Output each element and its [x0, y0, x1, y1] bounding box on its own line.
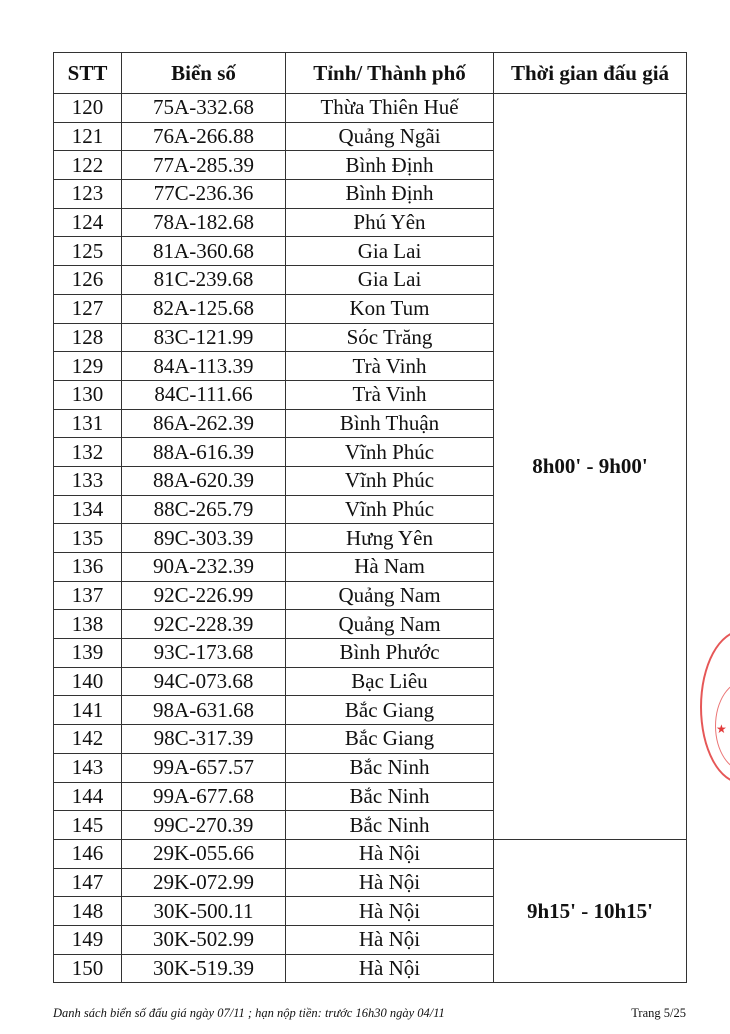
plate-cell: 89C-303.39: [122, 524, 286, 553]
province-cell: Vĩnh Phúc: [286, 438, 494, 467]
province-cell: Hưng Yên: [286, 524, 494, 553]
plate-cell: 82A-125.68: [122, 294, 286, 323]
stt-cell: 121: [54, 122, 122, 151]
plate-cell: 29K-072.99: [122, 868, 286, 897]
province-cell: Bắc Giang: [286, 696, 494, 725]
plate-cell: 83C-121.99: [122, 323, 286, 352]
stt-cell: 130: [54, 380, 122, 409]
stt-cell: 136: [54, 553, 122, 582]
stt-cell: 133: [54, 466, 122, 495]
stt-cell: 128: [54, 323, 122, 352]
plate-cell: 29K-055.66: [122, 839, 286, 868]
plate-cell: 77A-285.39: [122, 151, 286, 180]
stt-cell: 132: [54, 438, 122, 467]
province-cell: Bình Định: [286, 151, 494, 180]
province-cell: Bắc Ninh: [286, 811, 494, 840]
footer-note: Danh sách biển số đấu giá ngày 07/11 ; hạn nộp tiền: trước 16h30 ngày 04/11: [53, 1006, 445, 1020]
plate-cell: 88C-265.79: [122, 495, 286, 524]
province-cell: Vĩnh Phúc: [286, 466, 494, 495]
province-cell: Bình Thuận: [286, 409, 494, 438]
stt-cell: 148: [54, 897, 122, 926]
header-stt: STT: [54, 53, 122, 94]
plate-cell: 98A-631.68: [122, 696, 286, 725]
plate-cell: 84C-111.66: [122, 380, 286, 409]
province-cell: Hà Nội: [286, 897, 494, 926]
province-cell: Quảng Nam: [286, 610, 494, 639]
header-time: Thời gian đấu giá: [494, 53, 687, 94]
province-cell: Phú Yên: [286, 208, 494, 237]
province-cell: Quảng Ngãi: [286, 122, 494, 151]
stt-cell: 138: [54, 610, 122, 639]
plate-cell: 92C-228.39: [122, 610, 286, 639]
plate-cell: 78A-182.68: [122, 208, 286, 237]
plate-auction-table: [53, 52, 687, 983]
plate-cell: 99A-657.57: [122, 753, 286, 782]
province-cell: Bình Định: [286, 180, 494, 209]
stt-cell: 147: [54, 868, 122, 897]
stt-cell: 141: [54, 696, 122, 725]
stt-cell: 120: [54, 94, 122, 123]
stt-cell: 129: [54, 352, 122, 381]
stt-cell: 135: [54, 524, 122, 553]
province-cell: Bạc Liêu: [286, 667, 494, 696]
table-header-row: [54, 53, 687, 94]
stt-cell: 149: [54, 925, 122, 954]
plate-cell: 81A-360.68: [122, 237, 286, 266]
province-cell: Trà Vinh: [286, 352, 494, 381]
table-row: [54, 94, 687, 123]
plate-cell: 30K-502.99: [122, 925, 286, 954]
plate-cell: 92C-226.99: [122, 581, 286, 610]
seal-star-icon: ★: [716, 722, 727, 736]
plate-cell: 84A-113.39: [122, 352, 286, 381]
plate-cell: 75A-332.68: [122, 94, 286, 123]
plate-cell: 88A-616.39: [122, 438, 286, 467]
plate-cell: 99C-270.39: [122, 811, 286, 840]
plate-cell: 76A-266.88: [122, 122, 286, 151]
plate-cell: 99A-677.68: [122, 782, 286, 811]
plate-cell: 90A-232.39: [122, 553, 286, 582]
province-cell: Gia Lai: [286, 237, 494, 266]
page-footer: [53, 1006, 686, 1021]
stt-cell: 146: [54, 839, 122, 868]
page-number: Trang 5/25: [631, 1006, 686, 1020]
stt-cell: 127: [54, 294, 122, 323]
table-row: [54, 839, 687, 868]
province-cell: Vĩnh Phúc: [286, 495, 494, 524]
stt-cell: 150: [54, 954, 122, 983]
stt-cell: 131: [54, 409, 122, 438]
stt-cell: 122: [54, 151, 122, 180]
province-cell: Bắc Ninh: [286, 782, 494, 811]
plate-cell: 88A-620.39: [122, 466, 286, 495]
plate-cell: 93C-173.68: [122, 639, 286, 668]
header-plate: Biển số: [122, 53, 286, 94]
stt-cell: 134: [54, 495, 122, 524]
province-cell: Trà Vinh: [286, 380, 494, 409]
province-cell: Kon Tum: [286, 294, 494, 323]
province-cell: Hà Nội: [286, 839, 494, 868]
stt-cell: 140: [54, 667, 122, 696]
plate-cell: 81C-239.68: [122, 266, 286, 295]
plate-cell: 94C-073.68: [122, 667, 286, 696]
stt-cell: 137: [54, 581, 122, 610]
plate-cell: 30K-519.39: [122, 954, 286, 983]
stt-cell: 124: [54, 208, 122, 237]
stt-cell: 125: [54, 237, 122, 266]
stt-cell: 123: [54, 180, 122, 209]
stt-cell: 126: [54, 266, 122, 295]
province-cell: Hà Nam: [286, 553, 494, 582]
province-cell: Hà Nội: [286, 954, 494, 983]
province-cell: Quảng Nam: [286, 581, 494, 610]
province-cell: Hà Nội: [286, 868, 494, 897]
province-cell: Bắc Giang: [286, 725, 494, 754]
province-cell: Hà Nội: [286, 925, 494, 954]
stt-cell: 145: [54, 811, 122, 840]
header-province: Tỉnh/ Thành phố: [286, 53, 494, 94]
province-cell: Thừa Thiên Huế: [286, 94, 494, 123]
auction-time-cell: 9h15' - 10h15': [494, 839, 687, 982]
province-cell: Gia Lai: [286, 266, 494, 295]
province-cell: Bắc Ninh: [286, 753, 494, 782]
stt-cell: 139: [54, 639, 122, 668]
auction-time-cell: 8h00' - 9h00': [494, 94, 687, 840]
plate-cell: 30K-500.11: [122, 897, 286, 926]
province-cell: Sóc Trăng: [286, 323, 494, 352]
stt-cell: 143: [54, 753, 122, 782]
stt-cell: 144: [54, 782, 122, 811]
table-body: [54, 94, 687, 983]
plate-cell: 77C-236.36: [122, 180, 286, 209]
plate-cell: 86A-262.39: [122, 409, 286, 438]
province-cell: Bình Phước: [286, 639, 494, 668]
plate-cell: 98C-317.39: [122, 725, 286, 754]
stt-cell: 142: [54, 725, 122, 754]
